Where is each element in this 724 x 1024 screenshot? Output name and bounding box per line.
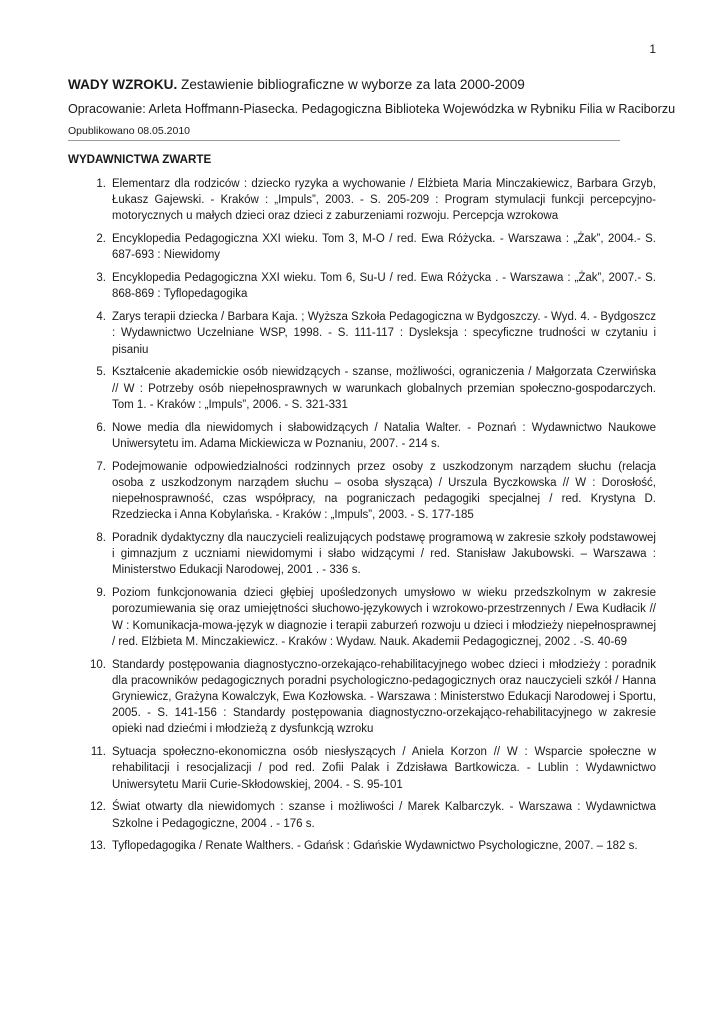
entry-text: Poziom funkcjonowania dzieci głębiej upośledzonych umysłowo w wieku przedszkolnym w zakresie porozumiewania się oraz umiejętności słuchowo-językowych i wzrokowo-przestrzennych / Ewa Kudłacik // W : Komunikacja-mowa-język w diagnozie i terapii zaburzeń rozwoju u dzieci i młodzieży niepełnosprawnej / red. Elżbieta M. Minczakiewicz. - Kraków : Wydaw. Nauk. Akademii Pedagogicznej, 2002 . -S. 40-69 — [112, 587, 656, 648]
bibliography-entry — [68, 838, 656, 854]
entry-text: Zarys terapii dziecka / Barbara Kaja. ; Wyższa Szkoła Pedagogiczna w Bydgoszczy. - Wyd. 4. - Bydgoszcz : Wydawnictwo Uczelniane WSP, 1998. - S. 111-117 : Dysleksja : specyficzne trudności w czytaniu i pisaniu — [112, 311, 656, 356]
published-date: Opublikowano 08.05.2010 — [68, 125, 191, 137]
bibliography-entry — [68, 309, 656, 358]
entry-text: Encyklopedia Pedagogiczna XXI wieku. Tom 3, M-O / red. Ewa Różycka. - Warszawa : „Żak”, 2004.- S. 687-693 : Niewidomy — [112, 233, 656, 262]
entry-number: 12. — [90, 801, 106, 814]
entry-text: Podejmowanie odpowiedzialności rodzinnych przez osoby z uszkodzonym narządem słuchu (relacja osoba z uszkodzonym narządem słuchu – osoba słysząca) / Urszula Byczkowska // W : Dorosłość, niepełnosprawność, czas współpracy, na pograniczach pedagogiki specjalnej / red. Krystyna D. Rzedziecka i Anna Kobylańska. - Kraków : „Impuls”, 2003. - S. 177-185 — [112, 460, 656, 522]
bibliography-entry — [68, 530, 656, 579]
bibliography-list — [68, 176, 656, 861]
entry-text: Kształcenie akademickie osób niewidzących - szanse, możliwości, ograniczenia / Małgorzata Czerwińska // W : Potrzeby osób niepełnosprawnych w warunkach globalnych przemian społeczno-gospodarczych. Tom 1. - Kraków : „Impuls”, 2006. - S. 321-331 — [112, 366, 656, 411]
document-title-rest: Zestawienie bibliograficzne w wyborze za lata 2000-2009 — [177, 77, 525, 92]
document-title — [68, 77, 525, 92]
entry-number: 3. — [96, 272, 106, 285]
author-line: Opracowanie: Arleta Hoffmann-Piasecka. Pedagogiczna Biblioteka Wojewódzka w Rybniku Filia w Raciborzu — [68, 102, 676, 116]
entry-number: 11. — [90, 746, 106, 759]
section-heading: WYDAWNICTWA ZWARTE — [68, 153, 212, 166]
entry-number: 2. — [96, 233, 106, 246]
entry-text: Standardy postępowania diagnostyczno-orzekająco-rehabilitacyjnego wobec dzieci i młodzieży : poradnik dla pracowników pedagogicznych poradni psychologiczno-pedagogicznych oraz nauczycieli szkół / Hanna Gryniewicz, Grażyna Kowalczyk, Ewa Kozłowska. - Warszawa : Ministerstwo Edukacji Narodowej i Sportu, 2005. - S. 141-156 : Standardy postępowania diagnostyczno-orzekająco-rehabilitacyjnego w zakresie opieki nad dziećmi i młodzieżą z dysfunkcją wzroku — [112, 658, 656, 736]
page-number: 1 — [649, 42, 656, 56]
entry-number: 7. — [96, 460, 106, 473]
entry-number: 10. — [90, 658, 106, 671]
entry-number: 8. — [96, 532, 106, 545]
bibliography-entry — [68, 799, 656, 831]
entry-text: Elementarz dla rodziców : dziecko ryzyka a wychowanie / Elżbieta Maria Minczakiewicz, Barbara Grzyb, Łukasz Gajewski. - Kraków : „Impuls”, 2003. - S. 205-209 : Program stymulacji funkcji percepcyjno-motorycznych u małych dzieci oraz dzieci z zaburzeniami rozwoju. Percepcja wzrokowa — [112, 178, 656, 223]
bibliography-entry — [68, 231, 656, 263]
bibliography-entry — [68, 270, 656, 302]
entry-text: Świat otwarty dla niewidomych : szanse i możliwości / Marek Kalbarczyk. - Warszawa : Wydawnictwa Szkolne i Pedagogiczne, 2004 . - 176 s. — [112, 801, 656, 830]
entry-number: 4. — [96, 311, 106, 324]
entry-number: 5. — [96, 366, 106, 379]
entry-text: Sytuacja społeczno-ekonomiczna osób niesłyszących / Aniela Korzon // W : Wsparcie społeczne w rehabilitacji i resocjalizacji / pod red. Zofii Palak i Zdzisława Bartkowicza. - Lublin : Wydawnictwo Uniwersytetu Marii Curie-Skłodowskiej, 2004. - S. 95-101 — [112, 746, 656, 791]
bibliography-entry — [68, 420, 656, 452]
bibliography-entry — [68, 176, 656, 225]
entry-text: Nowe media dla niewidomych i słabowidzących / Natalia Walter. - Poznań : Wydawnictwo Naukowe Uniwersytetu im. Adama Mickiewicza w Poznaniu, 2007. - 214 s. — [112, 421, 656, 450]
document-title-bold: WADY WZROKU. — [68, 77, 178, 92]
entry-text: Encyklopedia Pedagogiczna XXI wieku. Tom 6, Su-U / red. Ewa Różycka . - Warszawa : „Żak”, 2007.- S. 868-869 : Tyflopedagogika — [112, 272, 656, 301]
entry-number: 6. — [96, 421, 106, 434]
entry-number: 13. — [90, 840, 106, 853]
entry-number: 1. — [96, 178, 106, 190]
bibliography-entry — [68, 585, 656, 650]
entry-text: Tyflopedagogika / Renate Walthers. - Gdańsk : Gdańskie Wydawnictwo Psychologiczne, 2007. – 182 s. — [112, 840, 638, 853]
entry-text: Poradnik dydaktyczny dla nauczycieli realizujących podstawę programową w zakresie szkoły podstawowej i gimnazjum z uczniami niewidomymi i słabo widzącymi / red. Stanisław Jakubowski. – Warszawa : Ministerstwo Edukacji Narodowej, 2001 . - 336 s. — [112, 532, 656, 577]
bibliography-entry — [68, 657, 656, 738]
entry-number: 9. — [96, 587, 106, 600]
bibliography-entry — [68, 364, 656, 413]
bibliography-entry — [68, 744, 656, 793]
bibliography-entry — [68, 459, 656, 524]
header-divider — [68, 140, 620, 141]
